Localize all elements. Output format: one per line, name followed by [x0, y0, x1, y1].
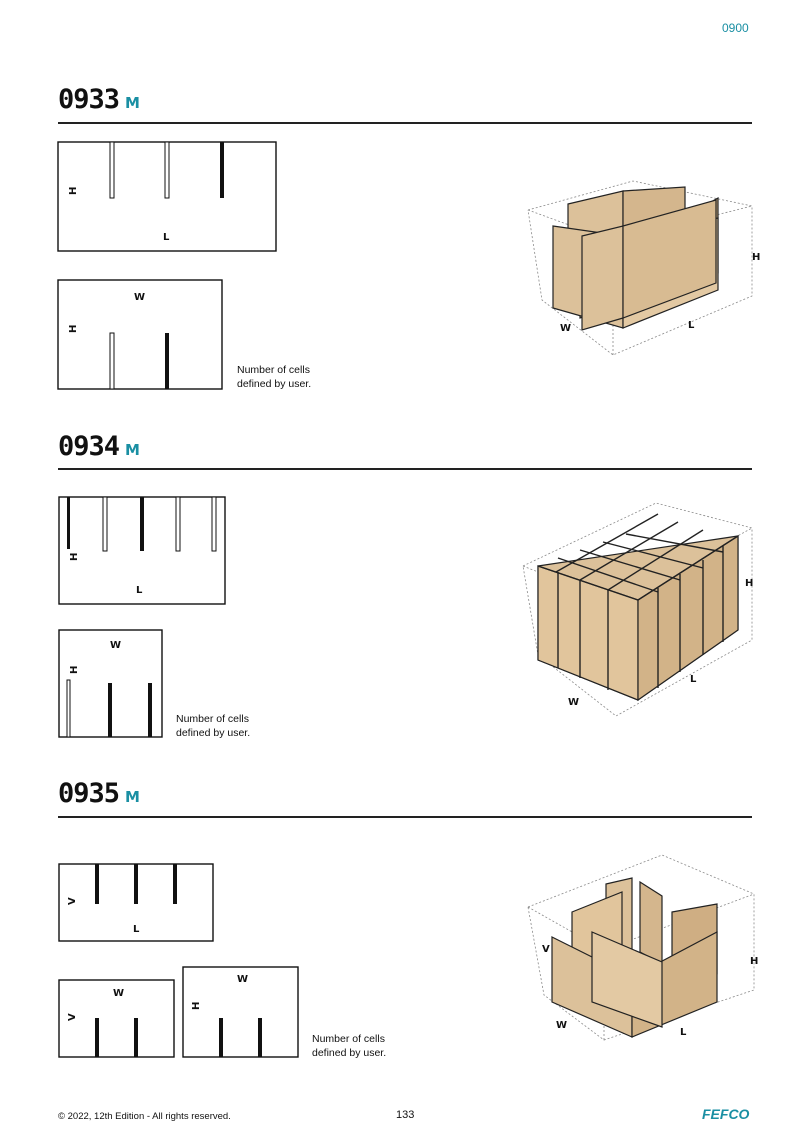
chapter-number: 0900 [722, 21, 749, 35]
width-label: W [134, 292, 146, 303]
side-partition-diagram-b [181, 965, 301, 1060]
height-label: H [69, 552, 80, 561]
cells-note [237, 363, 311, 391]
cells-note [312, 1032, 386, 1060]
page-number: 133 [396, 1109, 415, 1121]
height-label: H [191, 1001, 202, 1010]
section-code: 0934 [58, 431, 120, 462]
side-partition-diagram [57, 628, 165, 740]
width-label: W [568, 697, 580, 708]
section-title-0935 [58, 778, 140, 809]
height-label: H [68, 186, 79, 195]
section-divider [58, 468, 752, 470]
isometric-insert-diagram [518, 500, 773, 722]
height-label: H [750, 956, 759, 967]
length-label: L [136, 585, 143, 596]
width-label: W [237, 974, 249, 985]
copyright-notice: © 2022, 12th Edition - All rights reserved. [58, 1111, 231, 1122]
height-label: H [68, 324, 79, 333]
section-suffix: M [125, 788, 140, 806]
section-title-0933 [58, 84, 140, 115]
note-line-1: Number of cells [312, 1033, 385, 1045]
side-partition-diagram-a [57, 978, 177, 1060]
isometric-insert-diagram [520, 178, 770, 363]
height-label: V [67, 897, 78, 905]
note-line-2: defined by user. [237, 378, 312, 390]
section-code: 0935 [58, 778, 120, 809]
height-label: V [67, 1013, 78, 1021]
section-suffix: M [125, 94, 140, 112]
flat-partition-diagram [57, 495, 227, 607]
v-label: V [542, 944, 550, 955]
length-label: L [133, 924, 140, 935]
section-divider [58, 122, 752, 124]
height-label: H [69, 665, 80, 674]
note-line-1: Number of cells [237, 364, 310, 376]
length-label: L [163, 232, 170, 243]
note-line-2: defined by user. [312, 1047, 387, 1059]
height-label: H [752, 252, 761, 263]
length-label: L [680, 1027, 687, 1038]
length-label: L [688, 320, 695, 331]
isometric-insert-diagram [522, 852, 772, 1044]
section-divider [58, 816, 752, 818]
cells-note [176, 712, 250, 740]
length-label: L [690, 674, 697, 685]
side-partition-diagram [56, 278, 226, 393]
width-label: W [110, 640, 122, 651]
width-label: W [556, 1020, 568, 1031]
width-label: W [560, 323, 572, 334]
width-label: W [113, 988, 125, 999]
fefco-logo: FEFCO [702, 1106, 750, 1122]
height-label: H [745, 578, 754, 589]
section-title-0934 [58, 431, 140, 462]
flat-partition-diagram [56, 140, 280, 256]
note-line-1: Number of cells [176, 713, 249, 725]
flat-partition-diagram [57, 862, 217, 944]
note-line-2: defined by user. [176, 727, 251, 739]
section-suffix: M [125, 441, 140, 459]
section-code: 0933 [58, 84, 120, 115]
